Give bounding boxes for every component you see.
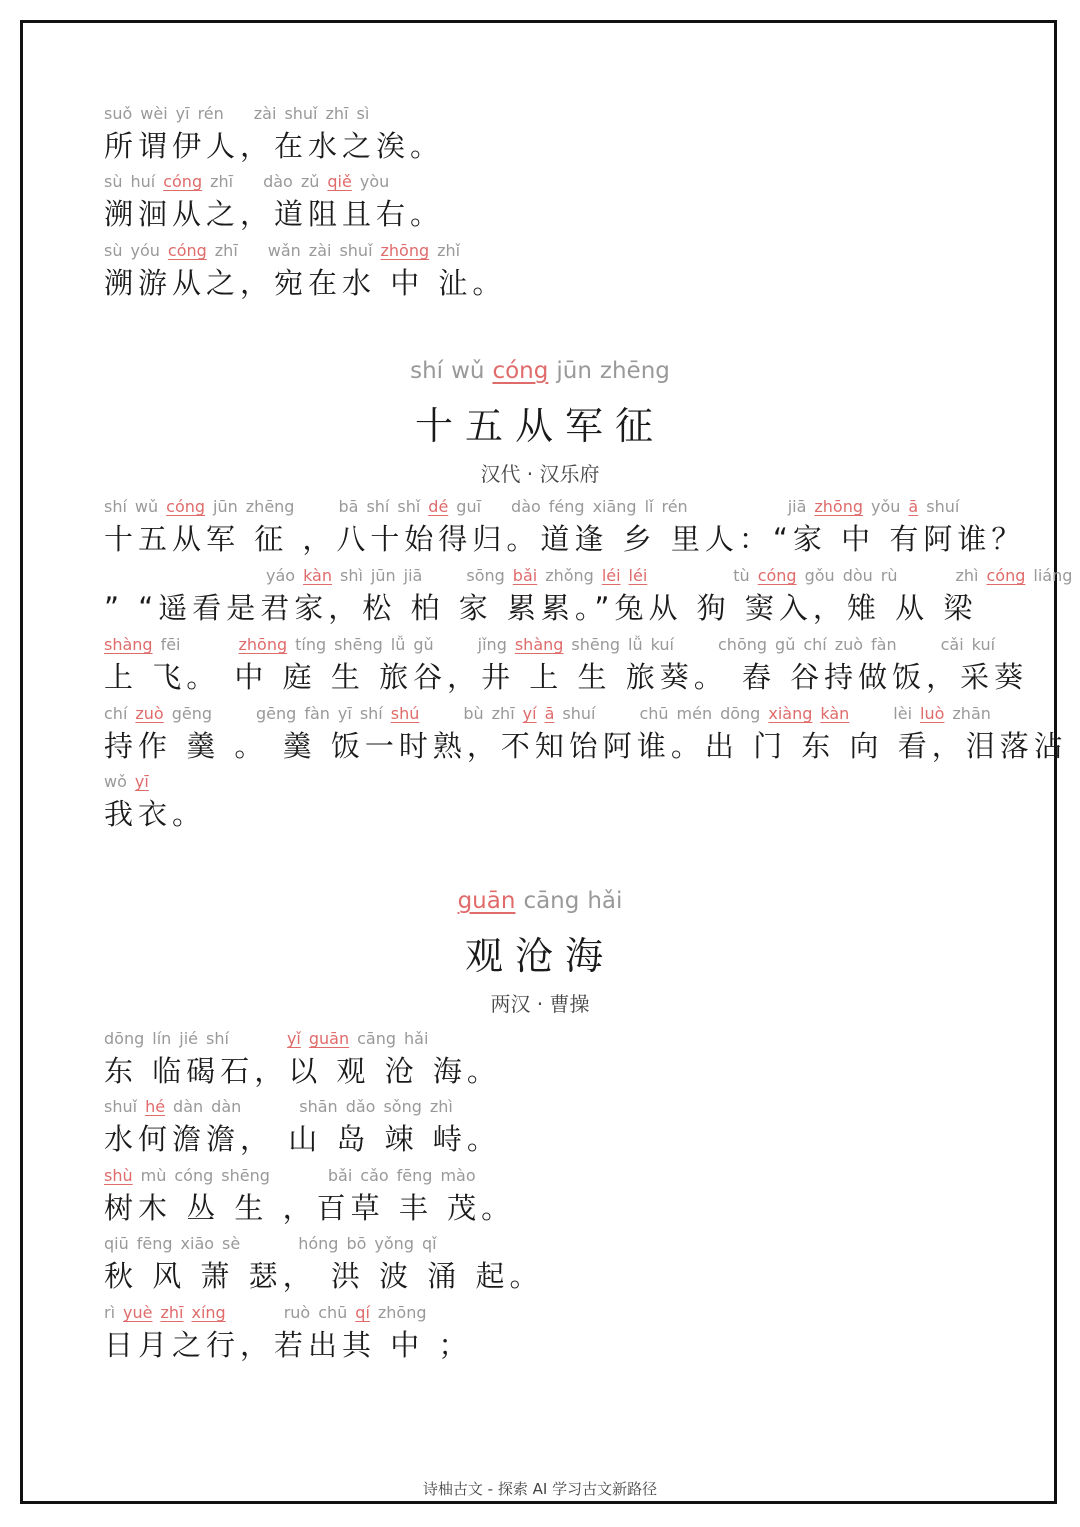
pinyin-syllable: lǚ	[628, 635, 643, 654]
pinyin-syllable: mén	[676, 704, 713, 723]
pinyin-syllable: yī	[134, 772, 149, 791]
pinyin-syllable: zhì	[429, 1097, 453, 1116]
pinyin-syllable: zhōng	[380, 241, 430, 260]
pinyin-syllable: tù	[733, 566, 750, 585]
pinyin-syllable: jiā	[403, 566, 423, 585]
pinyin-syllable: chū	[318, 1303, 348, 1322]
pinyin-syllable: zǔ	[300, 172, 320, 191]
poem-title: 观沧海	[464, 934, 615, 978]
pinyin-syllable: rù	[880, 566, 898, 585]
pinyin-syllable: dàn	[211, 1097, 242, 1116]
pinyin-syllable: cāng	[357, 1029, 397, 1048]
pinyin-syllable: shàng	[104, 635, 153, 654]
pinyin-syllable: rén	[197, 104, 224, 123]
pinyin-syllable: tíng	[295, 635, 327, 654]
pinyin-syllable: mào	[440, 1166, 476, 1185]
pinyin-syllable: chí	[104, 704, 128, 723]
pinyin-syllable: zhī	[214, 241, 238, 260]
pinyin-syllable: zhī	[491, 704, 515, 723]
pinyin-syllable: zhǐ	[437, 241, 461, 260]
footer-slogan: 诗柚古文 - 探索 AI 学习古文新路径	[422, 1480, 658, 1498]
pinyin-syllable: sù	[104, 241, 123, 260]
pinyin-syllable: hǎi	[404, 1029, 429, 1048]
pinyin-syllable: dé	[428, 497, 449, 516]
pinyin-syllable: zhī	[160, 1303, 184, 1322]
pinyin-syllable: gēng	[256, 704, 297, 723]
pinyin-syllable: qǐ	[421, 1234, 437, 1253]
pinyin-syllable: zhǒng	[545, 566, 594, 585]
pinyin-syllable: wǒ	[104, 772, 127, 791]
pinyin-syllable: shì	[340, 566, 363, 585]
pinyin-syllable: fēng	[136, 1234, 173, 1253]
line-pinyin	[104, 1030, 436, 1048]
pinyin-syllable: hóng	[298, 1234, 339, 1253]
pinyin-syllable: bǎi	[512, 566, 538, 585]
pinyin-syllable: dōng	[104, 1029, 145, 1048]
pinyin-syllable: shú	[390, 704, 420, 723]
pinyin-syllable: shǐ	[397, 497, 421, 516]
pinyin-syllable: cāng	[523, 888, 580, 914]
pinyin-syllable: shēng	[571, 635, 621, 654]
pinyin-syllable: yǒu	[871, 497, 901, 516]
pinyin-syllable: fàn	[304, 704, 330, 723]
pinyin-syllable: qí	[355, 1303, 370, 1322]
pinyin-syllable: liáng	[1033, 566, 1073, 585]
pinyin-syllable: yǐ	[286, 1029, 301, 1048]
poem-line: ” “遥看是君家，松 柏 家 累累。”兔从 狗 窦入，雉 从 梁	[104, 591, 978, 625]
pinyin-syllable: huí	[130, 172, 156, 191]
line-pinyin	[104, 1304, 435, 1322]
pinyin-syllable: sǒng	[383, 1097, 422, 1116]
pinyin-syllable: gǔ	[775, 635, 796, 654]
pinyin-syllable: dǎo	[345, 1097, 376, 1116]
pinyin-syllable: dōng	[720, 704, 761, 723]
pinyin-syllable: chí	[803, 635, 827, 654]
pinyin-syllable: xiàng	[768, 704, 813, 723]
pinyin-syllable: qiě	[327, 172, 352, 191]
pinyin-syllable: chū	[639, 704, 669, 723]
pinyin-syllable: yòu	[359, 172, 390, 191]
pinyin-syllable: zhì	[955, 566, 979, 585]
pinyin-syllable: cǎi	[940, 635, 964, 654]
pinyin-syllable: shuí	[562, 704, 596, 723]
pinyin-syllable: shēng	[221, 1166, 270, 1185]
pinyin-syllable: qiū	[104, 1234, 129, 1253]
pinyin-syllable: yuè	[123, 1303, 153, 1322]
pinyin-syllable: fàn	[871, 635, 897, 654]
pinyin-syllable: guī	[456, 497, 482, 516]
pinyin-syllable: bō	[346, 1234, 367, 1253]
pinyin-syllable: cóng	[986, 566, 1026, 585]
pinyin-syllable: shān	[299, 1097, 338, 1116]
pinyin-syllable: yǒng	[374, 1234, 414, 1253]
pinyin-syllable: gǒu	[804, 566, 835, 585]
line-pinyin	[104, 773, 157, 791]
poem-line: 日月之行，若出其 中 ；	[104, 1328, 473, 1362]
pinyin-syllable: zhī	[210, 172, 234, 191]
pinyin-syllable: xíng	[191, 1303, 226, 1322]
pinyin-syllable: cǎo	[360, 1166, 389, 1185]
line-pinyin	[104, 1235, 445, 1253]
pinyin-syllable: hé	[145, 1097, 166, 1116]
poem-line: 我衣。	[104, 797, 207, 831]
pinyin-syllable: zuò	[834, 635, 864, 654]
pinyin-syllable: shuí	[926, 497, 960, 516]
pinyin-syllable: zuò	[135, 704, 164, 723]
pinyin-syllable: léi	[601, 566, 621, 585]
pinyin-syllable: dào	[511, 497, 541, 516]
pinyin-syllable: zhōng	[238, 635, 288, 654]
poem-line: 所谓伊人，在水之涘。	[104, 129, 445, 163]
pinyin-syllable: zài	[253, 104, 277, 123]
line-pinyin	[104, 1167, 484, 1185]
pinyin-syllable: cóng	[166, 497, 206, 516]
pinyin-syllable: lǚ	[390, 635, 406, 654]
pinyin-syllable: luò	[920, 704, 945, 723]
pinyin-syllable: cóng	[167, 241, 207, 260]
poem-line: 水何澹澹， 山 岛 竦 峙。	[104, 1122, 501, 1156]
pinyin-syllable: yī	[175, 104, 190, 123]
pinyin-syllable: shù	[104, 1166, 133, 1185]
pinyin-syllable: shuǐ	[284, 104, 318, 123]
pinyin-syllable: léi	[628, 566, 648, 585]
pinyin-syllable: wǔ	[451, 358, 485, 384]
pinyin-syllable: hǎi	[587, 888, 623, 914]
poem-line: 十五从军 征 ，八十始得归。道逢 乡 里人：“家 中 有阿谁？	[104, 522, 1026, 556]
pinyin-syllable: shí	[104, 497, 127, 516]
pinyin-syllable: shí	[410, 358, 444, 384]
pinyin-syllable: cóng	[174, 1166, 214, 1185]
pinyin-syllable: cóng	[492, 358, 549, 384]
pinyin-syllable: zhōng	[377, 1303, 427, 1322]
pinyin-syllable: lèi	[893, 704, 913, 723]
pinyin-syllable: mù	[140, 1166, 167, 1185]
pinyin-syllable: zhān	[952, 704, 991, 723]
pinyin-syllable: cóng	[757, 566, 797, 585]
pinyin-syllable: kuí	[650, 635, 674, 654]
poem-line: 东 临碣石，以 观 沧 海。	[104, 1054, 501, 1088]
pinyin-syllable: sù	[104, 172, 123, 191]
pinyin-syllable: shí	[366, 497, 390, 516]
pinyin-syllable: fēng	[396, 1166, 433, 1185]
poem-title: 十五从军征	[414, 404, 665, 448]
pinyin-syllable: rì	[104, 1303, 116, 1322]
pinyin-syllable: jiā	[787, 497, 807, 516]
pinyin-syllable: zhēng	[599, 358, 670, 384]
pinyin-syllable: zhēng	[245, 497, 295, 516]
pinyin-syllable: kàn	[303, 566, 332, 585]
pinyin-syllable: jūn	[556, 358, 592, 384]
pinyin-syllable: shí	[359, 704, 383, 723]
line-pinyin	[104, 1098, 461, 1116]
pinyin-syllable: ā	[544, 704, 555, 723]
pinyin-syllable: cóng	[163, 172, 203, 191]
line-pinyin	[104, 242, 468, 260]
pinyin-syllable: kuí	[971, 635, 996, 654]
poem-author: 两汉 · 曹操	[490, 992, 590, 1016]
pinyin-syllable: guān	[457, 888, 516, 914]
line-pinyin	[104, 105, 377, 123]
pinyin-syllable: yáo	[266, 566, 296, 585]
poem-line: 持作 羹 。 羹 饭一时熟，不知饴阿谁。出 门 东 向 看，泪落沾	[104, 729, 1068, 763]
pinyin-syllable: gēng	[171, 704, 213, 723]
pinyin-syllable: xiāo	[180, 1234, 215, 1253]
pinyin-syllable: zài	[308, 241, 332, 260]
pinyin-syllable: gǔ	[413, 635, 434, 654]
title-pinyin	[0, 888, 1080, 914]
line-pinyin	[104, 567, 1080, 585]
pinyin-syllable: suǒ	[104, 104, 133, 123]
pinyin-syllable: lín	[152, 1029, 172, 1048]
pinyin-syllable: wǔ	[134, 497, 159, 516]
title-pinyin	[0, 358, 1080, 384]
pinyin-syllable: shí	[206, 1029, 229, 1048]
pinyin-syllable: dào	[263, 172, 293, 191]
pinyin-syllable: dòu	[842, 566, 873, 585]
pinyin-syllable: bǎi	[327, 1166, 353, 1185]
line-pinyin	[104, 498, 967, 516]
pinyin-syllable: chōng	[718, 635, 768, 654]
pinyin-syllable: wèi	[140, 104, 168, 123]
pinyin-syllable: zhōng	[814, 497, 864, 516]
poem-line: 上 飞。 中 庭 生 旅谷，井 上 生 旅葵。 舂 谷持做饭，采葵	[104, 660, 1029, 694]
poem-line: 秋 风 萧 瑟， 洪 波 涌 起。	[104, 1259, 544, 1293]
pinyin-syllable: yí	[522, 704, 537, 723]
pinyin-syllable: shàng	[514, 635, 564, 654]
pinyin-syllable: shēng	[334, 635, 383, 654]
pinyin-syllable: jūn	[370, 566, 396, 585]
pinyin-syllable: zhī	[325, 104, 349, 123]
poem-line: 溯游从之，宛在水 中 沚。	[104, 266, 507, 300]
pinyin-syllable: bù	[463, 704, 484, 723]
pinyin-syllable: sì	[356, 104, 370, 123]
pinyin-syllable: jié	[179, 1029, 199, 1048]
pinyin-syllable: lǐ	[644, 497, 654, 516]
poem-author: 汉代 · 汉乐府	[480, 462, 600, 486]
pinyin-syllable: shuǐ	[104, 1097, 138, 1116]
pinyin-syllable: féng	[548, 497, 585, 516]
pinyin-syllable: wǎn	[267, 241, 301, 260]
pinyin-syllable: jǐng	[477, 635, 507, 654]
pinyin-syllable: kàn	[820, 704, 850, 723]
pinyin-syllable: ā	[908, 497, 919, 516]
pinyin-syllable: yī	[337, 704, 352, 723]
pinyin-syllable: jūn	[213, 497, 238, 516]
pinyin-syllable: sè	[222, 1234, 241, 1253]
pinyin-syllable: ruò	[283, 1303, 311, 1322]
pinyin-syllable: guān	[308, 1029, 350, 1048]
pinyin-syllable: bā	[338, 497, 359, 516]
poem-line: 树木 丛 生 ，百草 丰 茂。	[104, 1191, 516, 1225]
line-pinyin	[104, 173, 397, 191]
pinyin-syllable: dàn	[173, 1097, 204, 1116]
pinyin-syllable: rén	[661, 497, 688, 516]
pinyin-syllable: shuǐ	[339, 241, 373, 260]
line-pinyin	[104, 705, 999, 723]
pinyin-syllable: sōng	[466, 566, 505, 585]
poem-line: 溯洄从之，道阻且右。	[104, 197, 445, 231]
pinyin-syllable: xiāng	[592, 497, 637, 516]
line-pinyin	[104, 636, 1003, 654]
pinyin-syllable: fēi	[160, 635, 181, 654]
pinyin-syllable: yóu	[130, 241, 160, 260]
